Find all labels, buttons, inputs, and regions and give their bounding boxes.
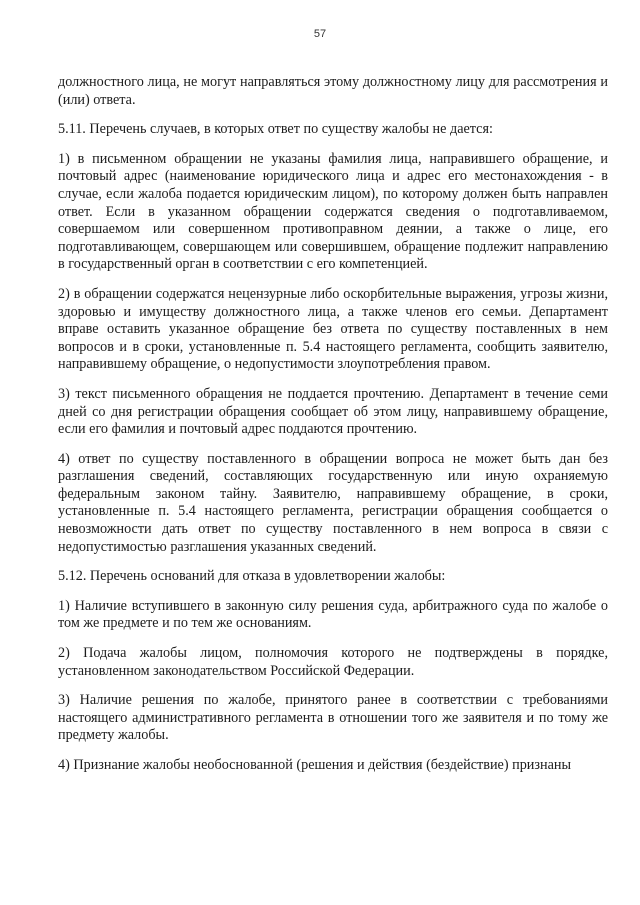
paragraph-item-4: 4) ответ по существу поставленного в обращении вопроса не может быть дан без разглашения сведений, составляющих государственную или иную охраняемую федеральным законом тайну. Заявителю, направившему обращение, в сроки, установленные п. 5.4 настоящего регламента, регистрации обращения сообщается о невозможности дать ответ по существу поставленного в нем вопроса в связи с недопустимостью разглашения указанных сведений. (58, 450, 608, 555)
paragraph-item-3: 3) текст письменного обращения не поддается прочтению. Департамент в течение семи дней со дня регистрации обращения сообщает об этом лицу, направившему обращение, если его фамилия и почтовый адрес поддаются прочтению. (58, 385, 608, 438)
paragraph-item-1: 1) в письменном обращении не указаны фамилия лица, направившего обращение, и почтовый адрес (наименование юридического лица и адрес его местонахождения - в случае, если жалоба подается юридическим лицом), по которому должен быть направлен ответ. Если в указанном обращении содержатся сведения о подготавливаемом, совершаемом или совершенном противоправном деянии, а также о лице, его подготавливающем, совершающем или совершившем, обращение подлежит направлению в государственный орган в соответствии с его компетенцией. (58, 150, 608, 273)
page-number: 57 (313, 28, 327, 40)
refusal-item-3: 3) Наличие решения по жалобе, принятого ранее в соответствии с требованиями настоящего административного регламента в отношении того же заявителя и по тому же предмету жалобы. (58, 692, 608, 744)
section-heading-5-12: 5.12. Перечень оснований для отказа в удовлетворении жалобы: (58, 568, 446, 585)
refusal-item-2: 2) Подача жалобы лицом, полномочия которого не подтверждены в порядке, установленном законодательством Российской Федерации. (58, 645, 608, 679)
paragraph-item-2: 2) в обращении содержатся нецензурные либо оскорбительные выражения, угрозы жизни, здоровью и имуществу должностного лица, а также членов его семьи. Департамент вправе оставить указанное обращение без ответа по существу поставленных в нем вопросов и в сроки, установленные п. 5.4 настоящего регламента, сообщить заявителю, направившему обращение, о недопустимости злоупотребления правом. (58, 285, 608, 373)
refusal-item-4: 4) Признание жалобы необоснованной (решения и действия (бездействие) признаны (58, 757, 572, 773)
section-heading-5-11: 5.11. Перечень случаев, в которых ответ по существу жалобы не дается: (58, 121, 493, 138)
refusal-item-1: 1) Наличие вступившего в законную силу решения суда, арбитражного суда по жалобе о том же предмете и по тем же основаниям. (58, 597, 608, 632)
document-body (58, 74, 608, 775)
paragraph-continuation: должностного лица, не могут направляться этому должностному лицу для рассмотрения и (или) ответа. (58, 74, 608, 108)
